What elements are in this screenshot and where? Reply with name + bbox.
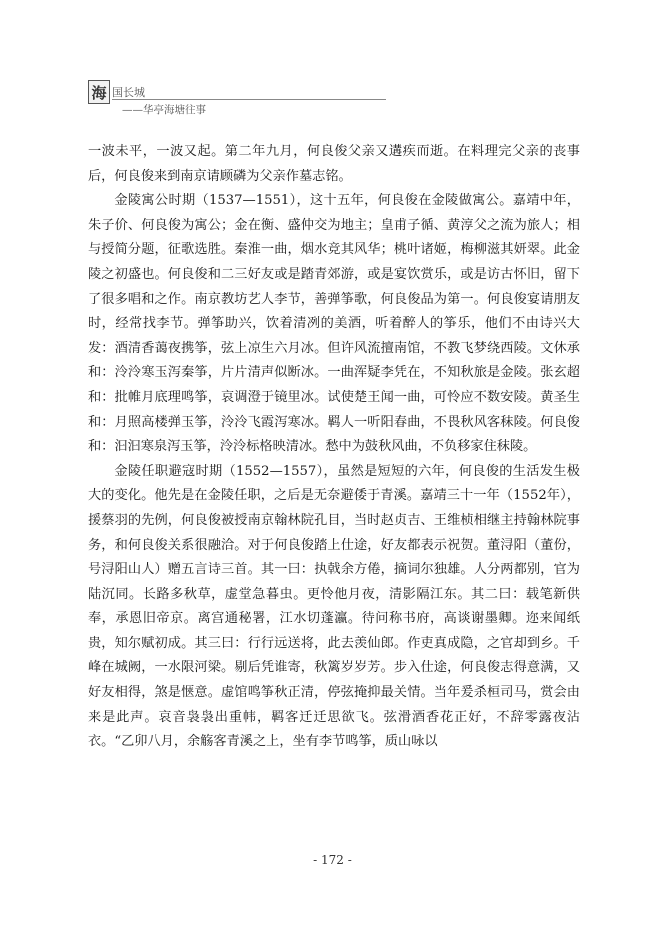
header-divider — [112, 99, 386, 100]
paragraph-3: 金陵任职避寇时期（1552—1557），虽然是短短的六年，何良俊的生活发生极大的变化。他先是在金陵任职，之后是无奈避倭于青溪。嘉靖三十一年（1552年），援蔡羽的先例，何良俊被授南京翰林院孔目，当时赵贞吉、王维桢相继主持翰林院事务，和何良俊关系很融洽。对于何良俊踏上仕途，好友都表示祝贺。董浔阳（董份，号浔阳山人）赠五言诗三首。其一曰：执戟余方倦，摘词尔独雄。人分两都别，官为陆沉同。长路多秋草，虚堂急暮虫。更怜他月夜，清影隔江东。其二曰：载笔新供奉，承恩旧帝京。离宫通秘署，江水切蓬瀛。待问称书府，高谈谢墨卿。迩来闻纸贵，知尔赋初成。其三曰：行行远送将，此去羡仙郎。作吏真成隐，之官却到乡。千峰在城阙，一水限河梁。剔后凭谁寄，秋篱岁岁芳。步入仕途，何良俊志得意满，又好友相得，煞是惬意。虚馆鸣筝秋正清，停弦掩抑最关情。当年爰杀桓司马，赏会由来是此声。哀音袅袅出重帏，羁客迁迁思欲飞。弦滑酒香花正好，不辞零露夜沾衣。“乙卯八月，余觞客青溪之上，坐有李节鸣筝，质山咏以 — [88, 463, 580, 750]
page-number: - 172 - — [313, 853, 352, 867]
book-title: 国长城 — [112, 86, 145, 99]
page-body — [88, 140, 580, 755]
book-subtitle: ——华亭海塘往事 — [122, 104, 206, 116]
paragraph-2: 金陵寓公时期（1537—1551），这十五年，何良俊在金陵做寓公。嘉靖中年，朱子价、何良俊为寓公；金在衡、盛仲交为地主；皇甫子循、黄淳父之流为旅人；相与授简分题，征歌选胜。秦淮一曲，烟水竞其风华；桃叶诸姬，梅柳滋其妍翠。此金陵之初盛也。何良俊和二三好友或是踏青郊游，或是宴饮赏乐，或是访古怀旧，留下了很多唱和之作。南京教坊艺人李节，善弹筝歌，何良俊品为第一。何良俊宴请朋友时，经常找李节。弹筝助兴，饮着清冽的美酒，听着醉人的筝乐，他们不由诗兴大发：酒清香蔼夜携筝，弦上凉生六月冰。但许风流擅南馆，不教飞梦绕西陵。文休承和：泠泠寒玉泻秦筝，片片清声似断冰。一曲浑疑李凭在，不知秋旅是金陵。张玄超和：批帷月底理鸣筝，哀调澄于镜里冰。试使楚王闻一曲，可怜应不数安陵。黄圣生和：月照高楼弹玉筝，泠泠飞霞泻寒冰。羁人一听阳春曲，不畏秋风客秣陵。何良俊和：汩汩寒泉泻玉筝，泠泠标格映清冰。愁中为鼓秋风曲，不负移家住秣陵。 — [88, 193, 580, 455]
logo-char: 海 — [91, 83, 107, 102]
book-logo-icon — [88, 80, 110, 104]
paragraph-1: 一波未平，一波又起。第二年九月，何良俊父亲又遘疾而逝。在料理完父亲的丧事后，何良俊来到南京请顾磷为父亲作墓志铭。 — [88, 144, 580, 184]
running-header — [88, 80, 388, 120]
